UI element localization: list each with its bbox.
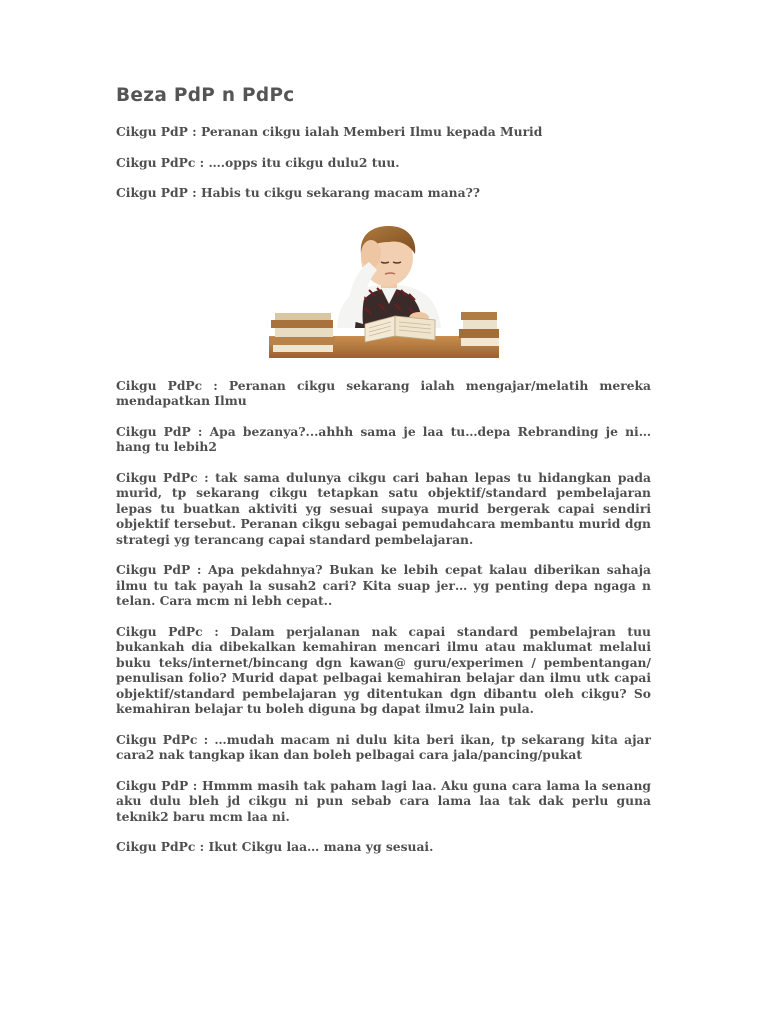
dialogue-paragraph: Cikgu PdPc : tak sama dulunya cikgu cari bahan lepas tu hidangkan pada murid, tp sekarang cikgu tetapkan satu objektif/standard pembelajaran lepas tu buatkan aktiviti yg sesuai supaya murid bergerak capai sendiri objektif tersebut. Peranan cikgu sebagai pemudahcara membantu murid dgn strategi yg terancang capai standard pembelajaran.: [116, 469, 651, 547]
dialogue-paragraph: Cikgu PdPc : Ikut Cikgu laa… mana yg sesuai.: [116, 839, 434, 854]
document-title: Beza PdP n PdPc: [116, 85, 295, 106]
child-reading-books-photo: [269, 224, 499, 358]
dialogue-paragraph: Cikgu PdPc : ….opps itu cikgu dulu2 tuu.: [116, 154, 400, 170]
dialogue-paragraph: Cikgu PdP : Peranan cikgu ialah Memberi Ilmu kepada Murid: [116, 124, 543, 139]
dialogue-paragraph: Cikgu PdP : Apa pekdahnya? Bukan ke lebih cepat kalau diberikan sahaja ilmu tu tak payah la susah2 cari? Kita suap jer… yg penting depa ngaga n telan. Cara mcm ni lebh cepat..: [116, 562, 651, 608]
dialogue-paragraph: Cikgu PdPc : …mudah macam ni dulu kita beri ikan, tp sekarang kita ajar cara2 nak tangkap ikan dan boleh pelbagai cara jala/pancing/pukat: [116, 731, 651, 762]
dialogue-paragraph: Cikgu PdP : Hmmm masih tak paham lagi laa. Aku guna cara lama la senang aku dulu bleh jd cikgu ni pun sebab cara lama laa tak dak perlu guna teknik2 baru mcm laa ni.: [116, 777, 651, 824]
dialogue-paragraph: Cikgu PdPc : Peranan cikgu sekarang ialah mengajar/melatih mereka mendapatkan Ilmu: [116, 377, 651, 408]
dialogue-paragraph: Cikgu PdP : Apa bezanya?...ahhh sama je laa tu…depa Rebranding je ni…hang tu lebih2: [116, 423, 651, 454]
dialogue-paragraph: Cikgu PdP : Habis tu cikgu sekarang macam mana??: [116, 185, 480, 200]
document-page: [116, 84, 651, 870]
dialogue-paragraph: Cikgu PdPc : Dalam perjalanan nak capai standard pembelajran tuu bukankah dia dibekalkan kemahiran mencari ilmu atau maklumat melalui buku teks/internet/bincang dgn kawan@ guru/experimen / pembentangan/ penulisan folio? Murid dapat pelbagai kemahiran belajar dan ilmu utk capai objektif/standard pembelajaran yg ditentukan dgn dibantu oleh cikgu? So kemahiran belajar tu boleh diguna bg dapat ilmu2 lain pula.: [116, 623, 651, 716]
